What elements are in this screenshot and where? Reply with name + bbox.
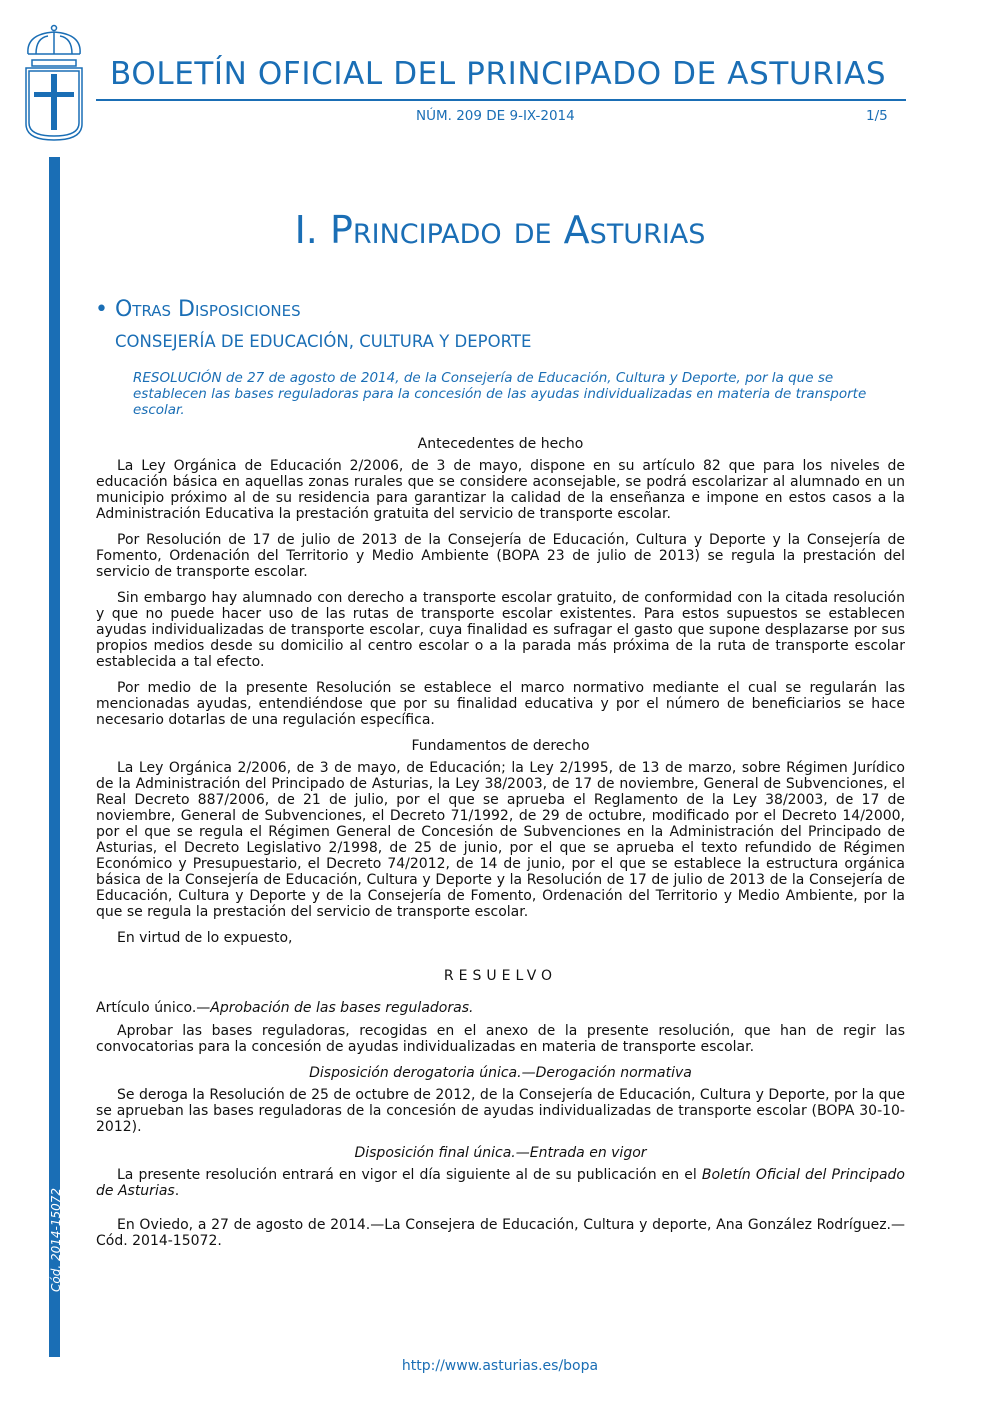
paragraph: Por Resolución de 17 de julio de 2013 de la Consejería de Educación, Cultura y Deporte y la Consejería de Fomento, Ordenación del Territorio y Medio Ambiente (BOPA 23 de julio de 2013) se regula la prestación del servicio de transporte escolar. (96, 532, 905, 580)
heading-antecedentes: Antecedentes de hecho (417, 436, 584, 452)
subsection-title: • Otras Disposiciones (95, 297, 301, 322)
asturias-coat-of-arms-icon (22, 24, 86, 142)
heading-final: Disposición final única.—Entrada en vigor (354, 1145, 647, 1161)
resolution-title: RESOLUCIÓN de 27 de agosto de 2014, de la Consejería de Educación, Cultura y Deporte, por la que se establecen las bases reguladoras para la concesión de las ayudas individualizadas en materia de transporte escolar. (133, 370, 867, 418)
paragraph (96, 1167, 905, 1199)
text: . (174, 1183, 180, 1199)
paragraph: Aprobar las bases reguladoras, recogidas en el anexo de la presente resolución, que han de regir las convocatorias para la concesión de ayudas individualizadas en materia de transporte escolar. (96, 1023, 905, 1055)
bulletin-title: BOLETÍN OFICIAL DEL PRINCIPADO DE ASTURIAS (110, 56, 887, 92)
article-title: Aprobación de las bases reguladoras. (210, 1000, 474, 1016)
article-label: Artículo único.— (96, 1000, 211, 1016)
publication-name: Boletín Oficial del Principado de Asturias (96, 1167, 905, 1199)
department-title: CONSEJERÍA DE EDUCACIÓN, CULTURA Y DEPORTE (115, 332, 532, 351)
paragraph: En virtud de lo expuesto, (117, 930, 293, 946)
signature-paragraph: En Oviedo, a 27 de agosto de 2014.—La Consejera de Educación, Cultura y deporte, Ana González Rodríguez.—Cód. 2014-15072. (96, 1217, 905, 1249)
issue-number: NÚM. 209 DE 9-IX-2014 (416, 108, 575, 124)
heading-resuelvo: RESUELVO (443, 968, 558, 984)
text: La presente resolución entrará en vigor el día siguiente al de su publicación en el (117, 1167, 702, 1183)
paragraph: La Ley Orgánica 2/2006, de 3 de mayo, de Educación; la Ley 2/1995, de 13 de marzo, sobre Régimen Jurídico de la Administración del Principado de Asturias, la Ley 38/2003, de 17 de noviembre, General de Subvenciones, el Real Decreto 887/2006, de 21 de julio, por el que se aprueba el Reglamento de la Ley 38/2003, de 17 de noviembre, General de Subvenciones, el Decreto 71/1992, de 29 de octubre, modificado por el Decreto 14/2000, por el que se regula el Régimen General de Concesión de Subvenciones en la Administración del Principado de Asturias, el Decreto Legislativo 2/1998, de 25 de junio, por el que se aprueba el texto refundido de Régimen Económico y Presupuestario, el Decreto 74/2012, de 14 de junio, por el que se establece la estructura orgánica básica de la Consejería de Educación, Cultura y Deporte y la Resolución de 17 de julio de 2013 de la Consejería de Educación, Cultura y Deporte y de la Consejería de Fomento, Ordenación del Territorio y Medio Ambiente, por la que se regula la prestación del servicio de transporte escolar. (96, 760, 905, 920)
side-code: Cód. 2014-15072 (49, 1187, 63, 1292)
paragraph: Sin embargo hay alumnado con derecho a transporte escolar gratuito, de conformidad con la citada resolución y que no puede hacer uso de las rutas de transporte escolar existentes. Para estos supuestos se establecen ayudas individualizadas de transporte escolar, cuya finalidad es sufragar el gasto que supone desplazarse por sus propios medios desde su domicilio al centro escolar o a la parada más próxima de la ruta de transporte escolar establecida a tal efecto. (96, 590, 905, 670)
side-bar (49, 157, 60, 1357)
paragraph: Se deroga la Resolución de 25 de octubre de 2012, de la Consejería de Educación, Cultura y Deporte, por la que se aprueban las bases reguladoras de la concesión de ayudas individualizadas de transporte escolar (BOPA 30-10-2012). (96, 1087, 905, 1135)
paragraph: Por medio de la presente Resolución se establece el marco normativo mediante el cual se regularán las mencionadas ayudas, entendiéndose que por su finalidad educativa y por el número de beneficiarios se hace necesario dotarlas de una regulación específica. (96, 680, 905, 728)
page-number: 1/5 (866, 108, 888, 124)
document-body (96, 428, 905, 1259)
article-heading (96, 1000, 905, 1016)
header-divider (96, 99, 906, 101)
heading-fundamentos: Fundamentos de derecho (411, 738, 590, 754)
section-title: I. Principado de Asturias (294, 208, 706, 252)
footer-link[interactable]: http://www.asturias.es/bopa (401, 1358, 599, 1374)
heading-derogatoria: Disposición derogatoria única.—Derogación normativa (309, 1065, 692, 1081)
paragraph: La Ley Orgánica de Educación 2/2006, de 3 de mayo, dispone en su artículo 82 que para los niveles de educación básica en aquellas zonas rurales que se considere aconsejable, se podrá escolarizar al alumnado en un municipio próximo al de su residencia para garantizar la calidad de la enseñanza e impone en estos casos a la Administración Educativa la prestación gratuita del servicio de transporte escolar. (96, 458, 905, 522)
